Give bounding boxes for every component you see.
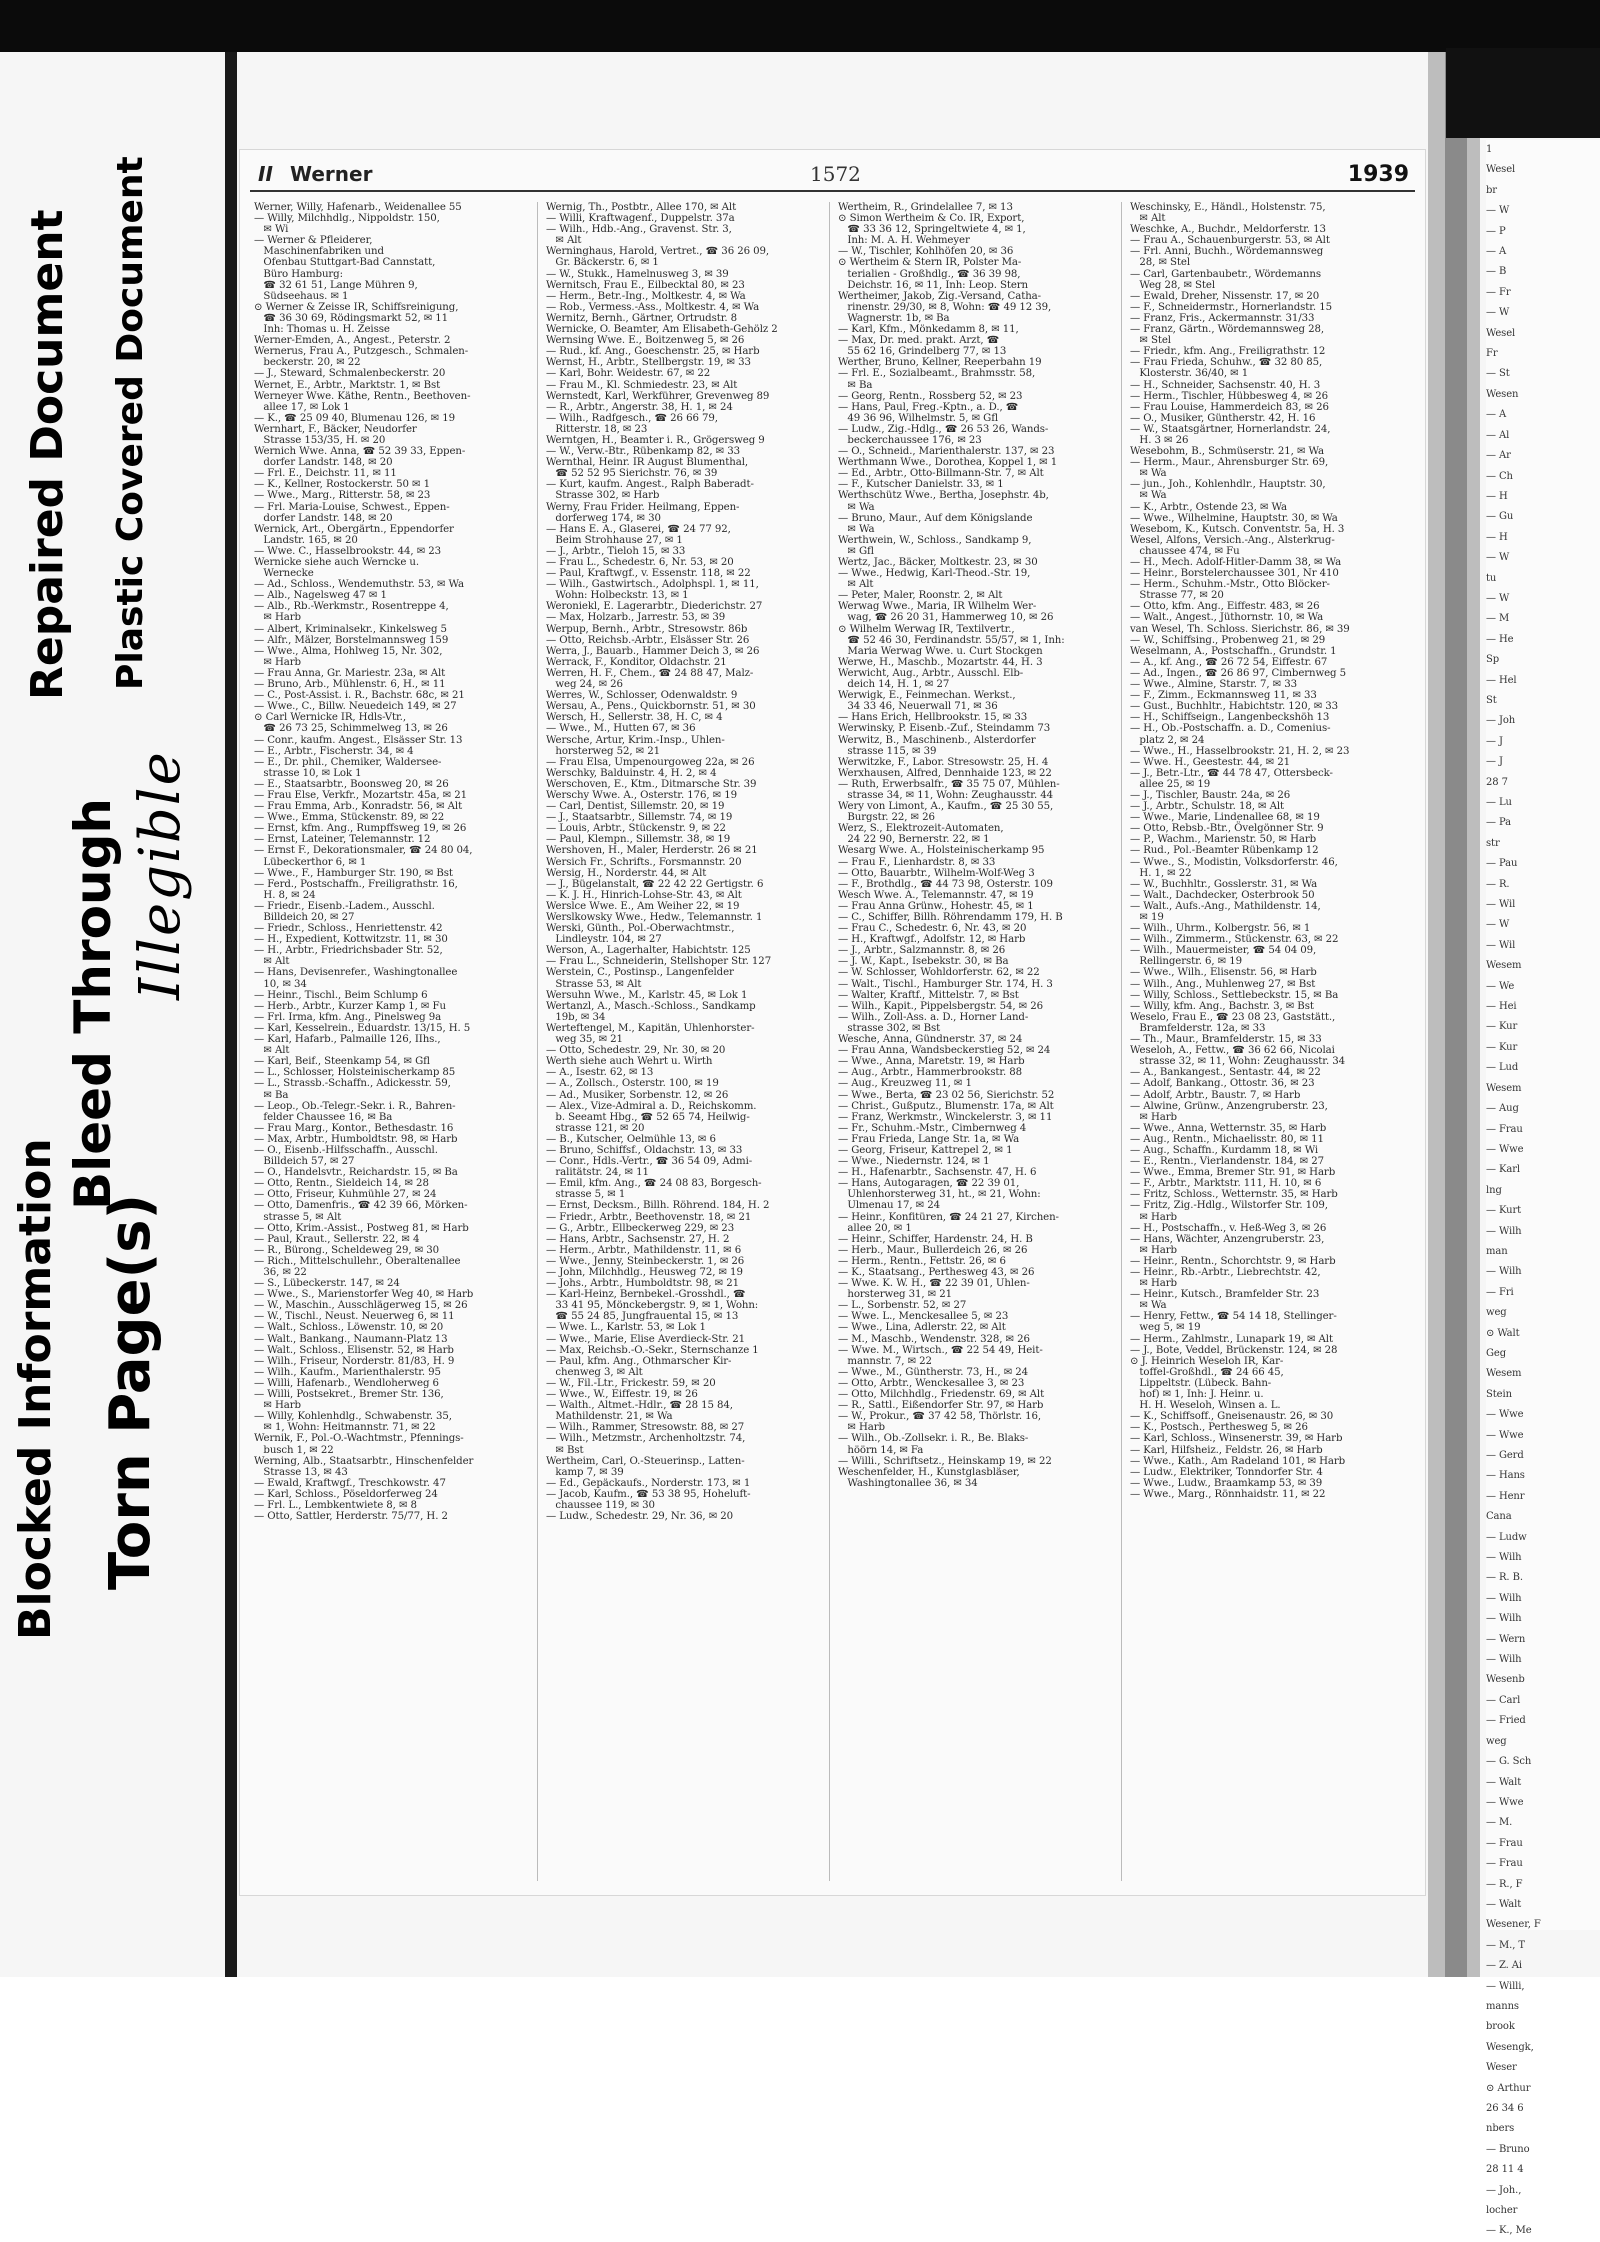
stamp-plastic-covered-document: Plastic Covered Document <box>110 156 151 690</box>
directory-column-3 <box>838 202 1122 1881</box>
stamp-torn-pages: Torn Page(s) <box>98 1193 163 1590</box>
directory-column-1 <box>254 202 538 1881</box>
stamp-repaired-document: Repaired Document <box>22 209 73 700</box>
next-page-fragment-text: 1 Wesel br — W — P — A — B — Fr — W Wesel Fr — St Wesen — A — Al — Ar — Ch — H — Gu — H — W tu — W — M — He Sp — Hel St — Joh — J — J 28 7 — Lu — Pa str — Pau — R. — Wil — W — Wil Wesem — We — Hei — Kur — Kur — Lud Wesem — Aug — Frau — Wwe — Karl lng — Kurt — Wilh man — Wilh — Fri weg ⊙ Walt Geg Wesem Stein — Wwe — Wwe — Gerd — Hans — Henr Cana — Ludw — Wilh — R. B. — Wilh — Wilh — Wern — Wilh Wesenb — Carl — Fried weg — G. Sch — Walt — Wwe — M. — Frau — Frau — R., F — Walt Wesener, F — M., T — Z. Ai — Willi, manns brook Wesengk, Weser ⊙ Arthur 26 34 6 nbers — Bruno 28 11 4 — Joh., locher — K., Me <box>1486 144 1541 2237</box>
directory-column-2-text: Wernig, Th., Postbtr., Allee 170, ✉ Alt — Willi, Kraftwagenf., Duppelstr. 37a — Wilh., Hdb.-Ang., Gravenst. Str. 3, ✉ Alt Werninghaus, Harold, Vertret., ☎ 36 26 09, Gr. Bäckerstr. 6, ✉ 1 — W., Stukk., Hamelnusweg 3, ✉ 39 Wernitsch, Frau E., Eilbecktal 80, ✉ 23 — Herm., Betr.-Ing., Moltkestr. 4, ✉ Wa — Rob., Vermess.-Ass., Moltkestr. 4, ✉ Wa Wernitz, Bernh., Gärtner, Ortrudstr. 8 Wernicke, O. Beamter, Am Elisabeth-Gehölz 2 Wernsing Wwe. E., Boitzenweg 5, ✉ 26 — Rud., kf. Ang., Goeschenstr. 25, ✉ Harb Wernst, H., Arbtr., Stellbergstr. 19, ✉ 33 — Karl, Bohr. Weidestr. 67, ✉ 22 — Frau M., Kl. Schmiedestr. 23, ✉ Alt Wernstedt, Karl, Werkführer, Grevenweg 89 — R., Arbtr., Angerstr. 38, H. 1, ✉ 24 — Wilh., Radfgesch., ☎ 26 66 79, Ritterstr. 18, ✉ 23 Werntgen, H., Beamter i. R., Grögersweg 9 — W., Verw.-Btr., Rübenkamp 82, ✉ 33 Wernthal, Heinr. IR August Blumenthal, ☎ 52 52 95 Sierichstr. 76, ✉ 39 — Kurt, kaufm. Angest., Ralph Baberadt- Strasse 302, ✉ Harb Werny, Frau Frider. Heilmang, Eppen- dorferweg 174, ✉ 30 — Hans E. A., Glaserei, ☎ 24 77 92, Beim Strohhause 27, ✉ 1 — J., Arbtr., Tieloh 15, ✉ 33 — Frau L., Schedestr. 6, Nr. 53, ✉ 20 — Paul, Kraftwgf., v. Essenstr. 118, ✉ 22 — Wilh., Gastwirtsch., Adolphspl. 1, ✉ 11, Wohn: Holbeckstr. 13, ✉ 1 Weroniekl, E. Lagerarbtr., Diederichstr. 27 — Max, Holzarb., Jarrestr. 53, ✉ 39 Werpup, Bernh., Arbtr., Stresowstr. 86b — Otto, Reichsb.-Arbtr., Elsässer Str. 26 Werra, J., Bauarb., Hammer Deich 3, ✉ 26 Werrack, F., Konditor, Oldachstr. 21 Werren, H. F., Chem., ☎ 24 88 47, Malz- weg 24, ✉ 26 Werres, W., Schlosser, Odenwaldstr. 9 Wersau, A., Pens., Quickbornstr. 51, ✉ 30 Wersch, H., Sellerstr. 38, H. C, ✉ 4 — Wwe., M., Hutten 67, ✉ 36 Wersche, Artur, Krim.-Insp., Uhlen- horsterweg 52, ✉ 21 — Frau Elsa, Umpenourgoweg 22a, ✉ 26 Werschky, Balduinstr. 4, H. 2, ✉ 4 Werschoven, E., Ktm., Ditmarsche Str. 39 Werschy Wwe. A., Osterstr. 176, ✉ 19 — Carl, Dentist, Sillemstr. 20, ✉ 19 — J., Staatsarbtr., Sillemstr. 74, ✉ 19 — Louis, Arbtr., Stückenstr. 9, ✉ 22 — Paul, Klempn., Sillemstr. 38, ✉ 19 Wershoven, H., Maler, Herderstr. 26 ✉ 21 Wersich Fr., Schrifts., Forsmannstr. 20 Wersig, H., Norderstr. 44, ✉ Alt — J., Bügelanstalt, ☎ 22 42 22 Gertigstr. 6 — K. J. H., Hinrich-Lohse-Str. 43, ✉ Alt Werslce Wwe. E., Am Weiher 22, ✉ 19 Werslkowsky Wwe., Hedw., Telemannstr. 1 Werski, Günth., Pol.-Oberwachtmstr., Lindleystr. 104, ✉ 27 Werson, A., Lagerhalter, Habichtstr. 125 — Frau L., Schneiderin, Stellshoper Str. 127 Werstein, C., Postinsp., Langenfelder Strasse 53, ✉ Alt Wersuhn Wwe., M., Karlstr. 45, ✉ Lok 1 Wertanzl, A., Masch.-Schloss., Sandkamp 19b, ✉ 34 Werteftengel, M., Kapitän, Uhlenhorster- weg 35, ✉ 21 — Otto, Schedestr. 29, Nr. 30, ✉ 20 Werth siehe auch Wehrt u. Wirth — A., Isestr. 62, ✉ 13 — A., Zollsch., Osterstr. 100, ✉ 19 — Ad., Musiker, Sorbenstr. 12, ✉ 26 — Alex., Vize-Admiral a. D., Reichskomm. b. Seeamt Hbg., ☎ 52 65 74, Heilwig- strasse 121, ✉ 20 — B., Kutscher, Oelmühle 13, ✉ 6 — Bruno, Schiffsf., Oldachstr. 13, ✉ 33 — Conr., Hdls.-Vertr., ☎ 36 54 09, Admi- ralitätstr. 24, ✉ 11 — Emil, kfm. Ang., ☎ 24 08 83, Borgesch- strasse 5, ✉ 1 — Ernst, Decksm., Billh. Röhrend. 184, H. 2 — Friedr., Arbtr., Beethovenstr. 18, ✉ 21 — G., Arbtr., Ellbeckerweg 229, ✉ 23 — Hans, Arbtr., Sachsenstr. 27, H. 2 — Herm., Arbtr., Mathildenstr. 11, ✉ 6 — Wwe., Jenny, Steinbeckerstr. 1, ✉ 26 — John, Milchhdlg., Heusweg 72, ✉ 19 — Johs., Arbtr., Humboldtstr. 98, ✉ 21 — Karl-Heinz, Bernbekel.-Grosshdl., ☎ 33 41 95, Mönckebergstr. 9, ✉ 1, Wohn: ☎ 55 24 85, Jungfrauental 15, ✉ 13 — Wwe. L., Karlstr. 53, ✉ Lok 1 — Wwe., Marie, Elise Averdieck-Str. 21 — Max, Reichsb.-O.-Sekr., Sternschanze 1 — Paul, kfm. Ang., Othmarscher Kir- chenweg 3, ✉ Alt — W., Fil.-Ltr., Frickestr. 59, ✉ 20 — Wwe., W., Eiffestr. 19, ✉ 26 — Walth., Altmet.-Hdlr., ☎ 28 15 84, Mathildenstr. 21, ✉ Wa — Wilh., Rammer, Stresowstr. 88, ✉ 27 — Wilh., Metzmstr., Archenholtzstr. 74, ✉ Bst Wertheim, Carl, O.-Steuerinsp., Latten- kamp 7, ✉ 39 — Ed., Gepäckaufs., Norderstr. 173, ✉ 1 — Jacob, Kaufm., ☎ 53 38 95, Hoheluft- chaussee 119, ✉ 30 — Ludw., Schedestr. 29, Nr. 36, ✉ 20 <box>546 202 778 1523</box>
page-header <box>250 160 1415 192</box>
volume-number: II <box>258 162 273 186</box>
page-number: 1572 <box>810 162 861 186</box>
directory-columns <box>254 202 1413 1881</box>
running-head: Werner <box>290 162 373 186</box>
directory-column-4-text: Weschinsky, E., Händl., Holstenstr. 75, ✉ Alt Weschke, A., Buchdr., Meldorferstr. 13 — Frau A., Schauenburgerstr. 53, ✉ Alt — Frl. Anni, Buchh., Wördemannsweg 28, ✉ Stel — Carl, Gartenbaubetr., Wördemanns Weg 28, ✉ Stel — Ewald, Dreher, Nissenstr. 17, ✉ 20 — F., Schneidermstr., Hornerlandstr. 15 — Franz, Fris., Ackermannstr. 31/33 — Franz, Gärtn., Wördemannsweg 28, ✉ Stel — Friedr., kfm. Ang., Freiligrathstr. 12 — Frau Frieda, Schuhw., ☎ 32 80 85, Klosterstr. 36/40, ✉ 1 — H., Schneider, Sachsenstr. 40, H. 3 — Herm., Tischler, Hübbesweg 4, ✉ 26 — Frau Louise, Hammerdeich 83, ✉ 26 — O., Musiker, Güntherstr. 42, H. 16 — W., Staatsgärtner, Hornerlandstr. 24, H. 3 ✉ 26 Wesebohm, B., Schmüserstr. 21, ✉ Wa — Herm., Maur., Ahrensburger Str. 69, ✉ Wa — jun., Joh., Kohlenhdlr., Hauptstr. 30, ✉ Wa — K., Arbtr., Ostende 23, ✉ Wa — Wwe., Wilhelmine, Hauptstr. 30, ✉ Wa Wesebom, K., Kutsch. Conventstr. 5a, H. 3 Wesel, Alfons, Versich.-Ang., Alsterkrug- chaussee 474, ✉ Fu — H., Mech. Adolf-Hitler-Damm 38, ✉ Wa — Heinr., Borstelerchaussee 301, Nr 410 — Herm., Schuhm.-Mstr., Otto Blöcker- Strasse 77, ✉ 20 — Otto, kfm. Ang., Eiffestr. 483, ✉ 26 — Walt., Angest., Jüthornstr. 10, ✉ Wa van Wesel, Th. Schloss. Sierichstr. 86, ✉ 39 — W., Schiffsing., Probenweg 21, ✉ 29 Weselmann, A., Postschaffn., Grundstr. 1 — A., kf. Ang., ☎ 26 72 54, Eiffestr. 67 — Ad., Ingen., ☎ 26 86 97, Cimbernweg 5 — Wwe., Almine, Starstr. 7, ✉ 33 — F., Zimm., Eckmannsweg 11, ✉ 33 — Gust., Buchhltr., Habichtstr. 120, ✉ 33 — H., Schiffseign., Langenbeckshöh 13 — H., Ob.-Postschaffn. a. D., Comenius- platz 2, ✉ 24 — Wwe., H., Hasselbrookstr. 21, H. 2, ✉ 23 — Wwe. H., Geestestr. 44, ✉ 21 — J., Betr.-Ltr., ☎ 44 78 47, Ottersbeck- allee 25, ✉ 19 — J., Tischler, Baustr. 24a, ✉ 26 — J., Arbtr., Schulstr. 18, ✉ Alt — Wwe., Marie, Lindenallee 68, ✉ 19 — Otto, Rebsb.-Btr., Övelgönner Str. 9 — P., Wachm., Marienstr. 50, ✉ Harb — Rud., Pol.-Beamter Rübenkamp 12 — Wwe., S., Modistin, Volksdorferstr. 46, H. 1, ✉ 22 — W., Buchhltr., Gosslerstr. 31, ✉ Wa — Walt., Dachdecker, Osterbrook 50 — Walt., Aufs.-Ang., Mathildenstr. 14, ✉ 19 — Wilh., Uhrm., Kolbergstr. 56, ✉ 1 — Wilh., Zimmerm., Stückenstr. 63, ✉ 22 — Wilh., Mauermeister, ☎ 54 04 09, Rellingerstr. 6, ✉ 19 — Wwe., Wilh., Elisenstr. 56, ✉ Harb — Wilh., Ang., Muhlenweg 27, ✉ Bst — Willy, Schloss., Settlebeckstr. 15, ✉ Ba — Willy, kfm. Ang., Bachstr. 3, ✉ Bst Weselo, Frau E., ☎ 23 08 23, Gaststätt., Bramfelderstr. 12a, ✉ 33 — Th., Maur., Bramfelderstr. 15, ✉ 33 Weseloh, A., Fettw., ☎ 36 62 66, Nicolai strasse 32, ✉ 11, Wohn: Zeughausstr. 34 — A., Bankangest., Sentastr. 44, ✉ 22 — Adolf, Bankang., Ottostr. 36, ✉ 23 — Adolf, Arbtr., Baustr. 7, ✉ Harb — Alwine, Grünw., Anzengruberstr. 23, ✉ Harb — Wwe., Anna, Wetternstr. 35, ✉ Harb — Aug., Rentn., Michaelisstr. 80, ✉ 11 — Aug., Schaffn., Kurdamm 18, ✉ Wi — E., Rentn., Vierlandenstr. 184, ✉ 27 — Wwe., Emma, Bremer Str. 91, ✉ Harb — F., Arbtr., Marktstr. 111, H. 10, ✉ 6 — Fritz, Schloss., Wetternstr. 35, ✉ Harb — Fritz, Zig.-Hdlg., Wilstorfer Str. 109, ✉ Harb — H., Postschaffn., v. Heß-Weg 3, ✉ 26 — Hans, Wächter, Anzengruberstr. 23, ✉ Harb — Heinr., Rentn., Schorchtstr. 9, ✉ Harb — Heinr., Rb.-Arbtr., Liebrechtstr. 42, ✉ Harb — Heinr., Kutsch., Bramfelder Str. 23 ✉ Wa — Henry, Fettw., ☎ 54 14 18, Stellinger- weg 5, ✉ 19 — Herm., Zahlmstr., Lunapark 19, ✉ Alt — J., Bote, Veddel, Brückenstr. 124, ✉ 28 ⊙ J. Heinrich Weseloh IR, Kar- toffel-Großhdl., ☎ 24 66 45, Lippeltstr. (Lübeck. Bahn- hof) ✉ 1, Inh: J. Heinr. u. H. H. Weseloh, Winsen a. L. — K., Schiffsoff., Gneisenaustr. 26, ✉ 30 — K., Postsch., Perthesweg 5, ✉ 26 — Karl, Schloss., Winsenerstr. 39, ✉ Harb — Karl, Hilfsheiz., Feldstr. 26, ✉ Harb — Wwe., Kath., Am Radeland 101, ✉ Harb — Ludw., Elektriker, Tonndorfer Str. 4 — Wwe., Ludw., Braamkamp 53, ✉ 39 — Wwe., Marg., Rönnhaidstr. 11, ✉ 22 <box>1130 202 1350 1500</box>
directory-column-4 <box>1130 202 1413 1881</box>
directory-column-1-text: Werner, Willy, Hafenarb., Weidenallee 55 — Willy, Milchhdlg., Nippoldstr. 150, ✉ Wi — Werner & Pfleiderer, Maschinenfabriken und Ofenbau Stuttgart-Bad Cannstatt, Büro Hamburg: ☎ 32 61 51, Lange Mühren 9, Südseehaus. ✉ 1 ⊙ Werner & Zeisse IR, Schiffsreinigung, ☎ 36 30 69, Rödingsmarkt 52, ✉ 11 Inh: Thomas u. H. Zeisse Werner-Emden, A., Angest., Peterstr. 2 Wernerus, Frau A., Putzgesch., Schmalen- beckerstr. 20, ✉ 22 — J., Steward, Schmalenbeckerstr. 20 Wernet, E., Arbtr., Marktstr. 1, ✉ Bst Werneyer Wwe. Käthe, Rentn., Beethoven- allee 17, ✉ Lok 1 — K., ☎ 25 09 40, Blumenau 126, ✉ 19 Wernhart, F., Bäcker, Neudorfer Strasse 153/35, H. ✉ 20 Wernich Wwe. Anna, ☎ 52 39 33, Eppen- dorfer Landstr. 148, ✉ 20 — Frl. E., Deichstr. 11, ✉ 11 — K., Kellner, Rostockerstr. 50 ✉ 1 — Wwe., Marg., Ritterstr. 58, ✉ 23 — Frl. Maria-Louise, Schwest., Eppen- dorfer Landstr. 148, ✉ 20 Wernick, Art., Obergärtn., Eppendorfer Landstr. 165, ✉ 20 — Wwe. C., Hasselbrookstr. 44, ✉ 23 Wernicke siehe auch Werncke u. Wernecke — Ad., Schloss., Wendemuthstr. 53, ✉ Wa — Alb., Nagelsweg 47 ✉ 1 — Alb., Rb.-Werkmstr., Rosentreppe 4, ✉ Harb — Albert, Kriminalsekr., Kinkelsweg 5 — Alfr., Mälzer, Borstelmannsweg 159 — Wwe., Alma, Hohlweg 15, Nr. 302, ✉ Harb — Frau Anna, Gr. Mariestr. 23a, ✉ Alt — Bruno, Arb., Mühlenstr. 6, H., ✉ 11 — C., Post-Assist. i. R., Bachstr. 68c, ✉ 21 — Wwe., C., Billw. Neuedeich 149, ✉ 27 ⊙ Carl Wernicke IR, Hdls-Vtr., ☎ 26 73 25, Schimmelweg 13, ✉ 26 — Conr., kaufm. Angest., Elsässer Str. 13 — E., Arbtr., Fischerstr. 34, ✉ 4 — E., Dr. phil., Chemiker, Waldersee- strasse 10, ✉ Lok 1 — E., Staatsarbtr., Boonsweg 20, ✉ 26 — Frau Else, Verkfr., Mozartstr. 45a, ✉ 21 — Frau Emma, Arb., Konradstr. 56, ✉ Alt — Wwe., Emma, Stückenstr. 89, ✉ 22 — Ernst, kfm. Ang., Rumpffsweg 19, ✉ 26 — Ernst, Lateiner, Telemannstr. 12 — Ernst F., Dekorationsmaler, ☎ 24 80 04, Lübeckerthor 6, ✉ 1 — Wwe., F., Hamburger Str. 190, ✉ Bst — Ferd., Postschaffn., Freiligrathstr. 16, H. 8, ✉ 24 — Friedr., Eisenb.-Ladem., Ausschl. Billdeich 20, ✉ 27 — Friedr., Schloss., Henriettenstr. 42 — H., Expedient, Kottwitzstr. 11, ✉ 30 — H., Arbtr., Friedrichsbader Str. 52, ✉ Alt — Hans, Devisenrefer., Washingtonallee 10, ✉ 34 — Heinr., Tischl., Beim Schlump 6 — Herb., Arbtr., Kurzer Kamp 1, ✉ Fu — Frl. Irma, kfm. Ang., Pinelsweg 9a — Karl, Kesselrein., Eduardstr. 13/15, H. 5 — Karl, Hafarb., Palmaille 126, IIhs., ✉ Alt — Karl, Beif., Steenkamp 54, ✉ Gfl — L., Schlosser, Holsteinischerkamp 85 — L., Strassb.-Schaffn., Adickesstr. 59, ✉ Ba — Leop., Ob.-Telegr.-Sekr. i. R., Bahren- felder Chaussee 16, ✉ Ba — Frau Marg., Kontor., Bethesdastr. 16 — Max, Arbtr., Humboldtstr. 98, ✉ Harb — O., Eisenb.-Hilfsschaffn., Ausschl. Billdeich 57, ✉ 27 — O., Handelsvtr., Reichardstr. 15, ✉ Ba — Otto, Rentn., Sieldeich 14, ✉ 28 — Otto, Friseur, Kuhmühle 27, ✉ 24 — Otto, Damenfris., ☎ 42 39 66, Mörken- strasse 5, ✉ Alt — Otto, Krim.-Assist., Postweg 81, ✉ Harb — Paul, Kraut., Sellerstr. 22, ✉ 4 — R., Bürong., Scheldeweg 29, ✉ 30 — Rich., Mittelschullehr., Oberaltenallee 36, ✉ 22 — S., Lübeckerstr. 147, ✉ 24 — Wwe., S., Marienstorfer Weg 40, ✉ Harb — W., Maschin., Ausschlägerweg 15, ✉ 26 — W., Tischl., Neust. Neuerweg 6, ✉ 11 — Walt., Schloss., Löwenstr. 10, ✉ 20 — Walt., Bankang., Naumann-Platz 13 — Walt., Schloss., Elisenstr. 52, ✉ Harb — Wilh., Friseur, Norderstr. 81/83, H. 9 — Wilh., Kaufm., Marienthalerstr. 95 — Willi, Hafenarb., Wendloherweg 6 — Willi, Postsekret., Bremer Str. 136, ✉ Harb — Willy, Kohlenhdlg., Schwabenstr. 35, ✉ 1, Wohn: Heitmannstr. 71, ✉ 22 Wernik, F., Pol.-O.-Wachtmstr., Pfennings- busch 1, ✉ 22 Werning, Alb., Staatsarbtr., Hinschenfelder Strasse 13, ✉ 43 — Ewald, Kraftwgf., Treschkowstr. 47 — Karl, Schloss., Pöseldorferweg 24 — Frl. L., Lembkentwiete 8, ✉ 8 — Otto, Sattler, Herderstr. 75/77, H. 2 <box>254 202 474 1523</box>
directory-page <box>240 150 1425 1895</box>
stamp-blocked-information: Blocked Information <box>10 1138 61 1640</box>
directory-column-3-text: Wertheim, R., Grindelallee 7, ✉ 13 ⊙ Simon Wertheim & Co. IR, Export, ☎ 33 36 12, Springeltwiete 4, ✉ 1, Inh: M. A. H. Wehmeyer — W., Tischler, Kohlhöfen 20, ✉ 36 ⊙ Wertheim & Stern IR, Polster Ma- terialien - Großhdlg., ☎ 36 39 98, Deichstr. 16, ✉ 11, Inh: Leop. Stern Wertheimer, Jakob, Zig.-Versand, Catha- rinenstr. 29/30, ✉ 8, Wohn: ☎ 49 12 39, Wagnerstr. 1b, ✉ Ba — Karl, Kfm., Mönkedamm 8, ✉ 11, — Max, Dr. med. prakt. Arzt, ☎ 55 62 16, Grindelberg 77, ✉ 13 Werther, Bruno, Kellner, Reeperbahn 19 — Frl. E., Sozialbeamt., Brahmsstr. 58, ✉ Ba — Georg, Rentn., Rossberg 52, ✉ 23 — Hans, Paul, Freg.-Kptn., a. D., ☎ 49 36 96, Wilhelmstr. 5, ✉ Gfl — Ludw., Zig.-Hdlg., ☎ 26 53 26, Wands- beckerchaussee 176, ✉ 23 — O., Schneid., Marienthalerstr. 137, ✉ 23 Werthmann Wwe., Dorothea, Koppel 1, ✉ 1 — Ed., Arbtr., Otto-Billmann-Str. 7, ✉ Alt — F., Kutscher Danielstr. 33, ✉ 1 Werthschütz Wwe., Bertha, Josephstr. 4b, ✉ Wa — Bruno, Maur., Auf dem Königslande ✉ Wa Werthwein, W., Schloss., Sandkamp 9, ✉ Gfl Wertz, Jac., Bäcker, Moltkestr. 23, ✉ 30 — Wwe., Hedwig, Karl-Theod.-Str. 19, ✉ Alt — Peter, Maler, Roonstr. 2, ✉ Alt Werwag Wwe., Maria, IR Wilhelm Wer- wag, ☎ 26 20 31, Hammerweg 10, ✉ 26 ⊙ Wilhelm Werwag IR, Textilvertr., ☎ 52 46 30, Ferdinandstr. 55/57, ✉ 1, Inh: Maria Werwag Wwe. u. Curt Stockgen Werwe, H., Maschb., Mozartstr. 44, H. 3 Werwicht, Aug., Arbtr., Ausschl. Elb- deich 14, H. 1, ✉ 27 Werwigk, E., Feinmechan. Werkst., 34 33 46, Neuerwall 71, ✉ 36 — Hans Erich, Hellbrookstr. 15, ✉ 33 Werwinsky, P. Eisenb.-Zuf., Steindamm 73 Werwitz, B., Maschinenb., Alsterdorfer strasse 115, ✉ 39 Werwitzke, F., Labor. Stresowstr. 25, H. 4 Werxhausen, Alfred, Dennhaide 123, ✉ 22 — Ruth, Erwerbsalfr., ☎ 35 75 07, Mühlen- strasse 34, ✉ 11, Wohn: Zeughausstr. 44 Wery von Limont, A., Kaufm., ☎ 25 30 55, Burgstr. 22, ✉ 26 Werz, S., Elektrozeit-Automaten, 24 22 90, Bernerstr. 22, ✉ 1 Wesarg Wwe. A., Holsteinischerkamp 95 — Frau F., Lienhardstr. 8, ✉ 33 — Otto, Bauarbtr., Wilhelm-Wolf-Weg 3 — F., Brothdlg., ☎ 44 73 98, Osterstr. 109 Wesch Wwe. A., Telemannstr. 47, ✉ 19 — Frau Anna Grünw., Hohestr. 45, ✉ 1 — C., Schiffer, Billh. Röhrendamm 179, H. B — Frau C., Schedestr. 6, Nr. 43, ✉ 20 — H., Kraftwgf., Adolfstr. 12, ✉ Harb — J., Arbtr., Salzmannstr. 8, ✉ 26 — J. W., Kapt., Isebekstr. 30, ✉ Ba — W. Schlosser, Wohldorferstr. 62, ✉ 22 — Walt., Tischl., Hamburger Str. 174, H. 3 — Walter, Kraftf., Mittelstr. 7, ✉ Bst — Wilh., Kapit., Pippelsbergstr. 54, ✉ 26 — Wilh., Zoll-Ass. a. D., Horner Land- strasse 302, ✉ Bst Wesche, Anna, Gündnerstr. 37, ✉ 24 — Frau Anna, Wandsbeckerstieg 52, ✉ 24 — Wwe., Anna, Maretstr. 19, ✉ Harb — Aug., Arbtr., Hammerbrookstr. 88 — Aug., Kreuzweg 11, ✉ 1 — Wwe., Berta, ☎ 23 02 56, Sierichstr. 52 — Christ., Gußputz., Blumenstr. 17a, ✉ Alt — Franz, Werkmstr., Winckelerstr. 3, ✉ 11 — Fr., Schuhm.-Mstr., Cimbernweg 4 — Frau Frieda, Lange Str. 1a, ✉ Wa — Georg, Friseur, Kattrepel 2, ✉ 1 — Wwe., Niedernstr. 124, ✉ 1 — H., Hafenarbtr., Sachsenstr. 47, H. 6 — Hans, Autogaragen, ☎ 22 39 01, Uhlenhorsterweg 31, ht., ✉ 21, Wohn: Ulmenau 17, ✉ 24 — Heinr., Konfitüren, ☎ 24 21 27, Kirchen- allee 20, ✉ 1 — Heinr., Schiffer, Hardenstr. 24, H. B — Herb., Maur., Bullerdeich 26, ✉ 26 — Herm., Rentn., Fettstr. 26, ✉ 6 — K., Staatsang., Perthesweg 43, ✉ 26 — Wwe. K. W. H., ☎ 22 39 01, Uhlen- horsterweg 31, ✉ 21 — L., Sorbenstr. 52, ✉ 27 — Wwe. L., Menckesallee 5, ✉ 23 — Wwe., Lina, Adlerstr. 22, ✉ Alt — M., Maschb., Wendenstr. 328, ✉ 26 — Wwe. M., Wirtsch., ☎ 22 54 49, Heit- mannstr. 7, ✉ 22 — Wwe., M., Güntherstr. 73, H., ✉ 24 — Otto, Arbtr., Wenckesallee 3, ✉ 23 — Otto, Milchhdlg., Friedenstr. 69, ✉ Alt — R., Sattl., Eißendorfer Str. 97, ✉ Harb — W., Prokur., ☎ 37 42 58, Thörlstr. 16, ✉ Harb — Wilh., Ob.-Zollsekr. i. R., Be. Blaks- höörn 14, ✉ Fa — Willi., Schriftsetz., Heinskamp 19, ✉ 22 Weschenfelder, H., Kunstglasbläser, Washingtonallee 36, ✉ 34 <box>838 202 1065 1489</box>
stamp-illegible: Illegible <box>128 750 193 1000</box>
directory-column-2 <box>546 202 830 1881</box>
page-edge-shadow <box>225 52 237 1977</box>
next-page-fragment <box>1486 140 1600 2237</box>
book-spine-gutter <box>1445 52 1467 1977</box>
publication-year: 1939 <box>1347 162 1409 187</box>
stamp-bleed-through: Bleed Through <box>64 798 122 1210</box>
scan-corner-block <box>1446 48 1600 138</box>
scan-border-top <box>0 0 1600 52</box>
